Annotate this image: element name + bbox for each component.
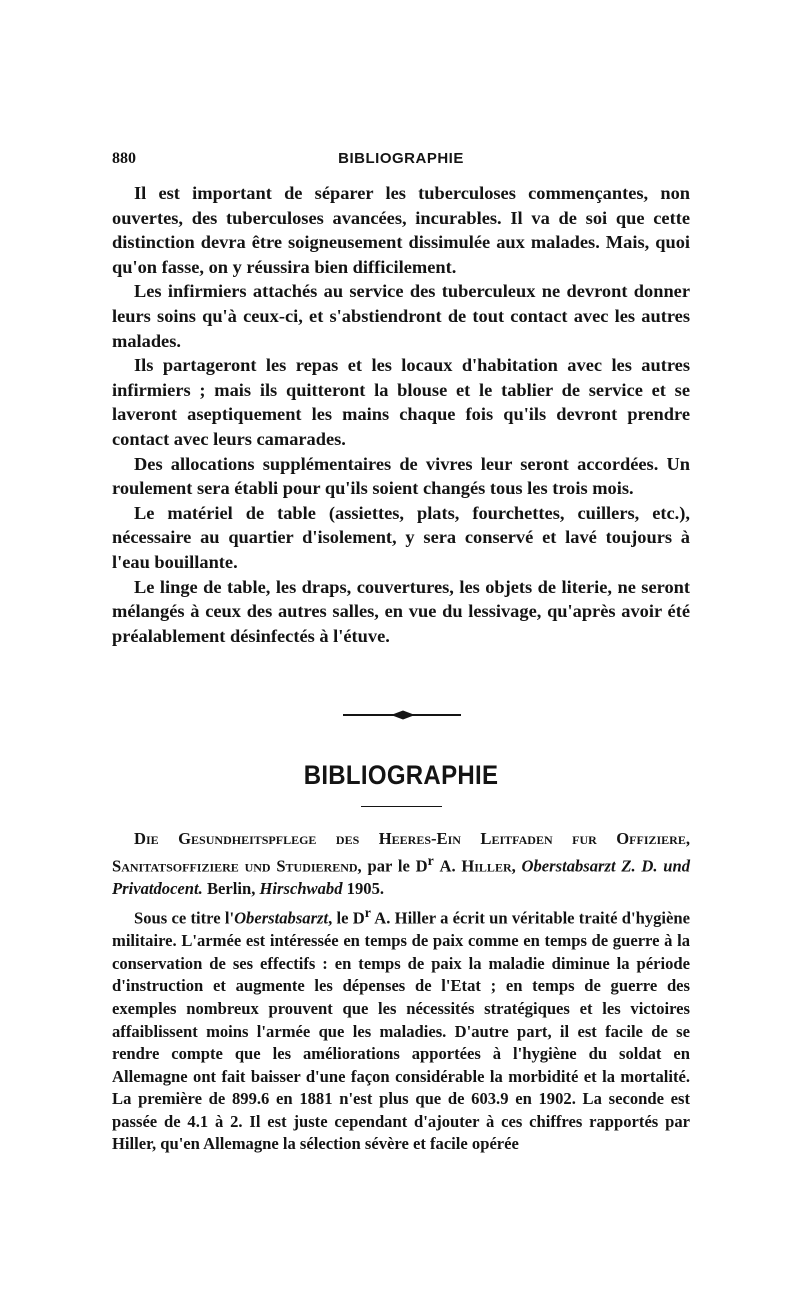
review-paragraph (112, 902, 690, 1156)
book-citation (112, 828, 690, 901)
citation-author-title: Oberstabsarzt Z. D. und Privatdocent. (112, 856, 691, 899)
review-dr-sup: r (364, 905, 371, 920)
review-text-start: Sous ce titre l' (134, 908, 235, 928)
running-head (112, 150, 690, 174)
paragraph: Des allocations supplémentaires de vivres leur seront accordées. Un roulement sera établi pour qu'ils soient changés tous les trois mois. (112, 453, 690, 499)
citation-dr-sup: r (427, 853, 434, 869)
paragraph: Ils partageront les repas et les locaux d'habitation avec les autres infirmiers ; mais ils quitteront la blouse et le tablier de service et se laveront aseptiquement les mains chaque fois qu'ils devront prendre contact avec leurs camarades. (112, 355, 690, 449)
review-italic-title: Oberstabsarzt (234, 908, 329, 928)
paragraph: Il est important de séparer les tuberculoses commençantes, non ouvertes, des tuberculoses avancées, incurables. Il va de soi que cette distinction devra être soigneusement dissimulée aux malades. Mais, quoi qu'on fasse, on y réussira bien difficilement. (112, 183, 690, 277)
paragraph: Le matériel de table (assiettes, plats, fourchettes, cuillers, etc.), nécessaire au quartier d'isolement, y sera conservé et lavé toujours à l'eau bouillante. (112, 502, 690, 572)
citation-year: 1905. (346, 879, 385, 899)
section-title: BIBLIOGRAPHIE (303, 760, 499, 791)
citation-city: Berlin, (206, 879, 256, 899)
book-title: Die Gesundheitspflege des Heeres-Ein Leitfaden fur Offiziere, Sanitatsoffiziere und Studierend, (112, 829, 690, 876)
section-rule (361, 806, 442, 807)
ornamental-separator (343, 709, 461, 721)
citation-author: A. Hiller, (439, 856, 516, 876)
body-text (112, 181, 690, 648)
running-title: BIBLIOGRAPHIE (338, 150, 464, 167)
page-number: 880 (112, 150, 136, 167)
citation-publisher: Hirschwabd (259, 879, 343, 899)
paragraph: Le linge de table, les draps, couvertures, les objets de literie, ne seront mélangés à ceux des autres salles, en vue du lessivage, qu'après avoir été préalablement désinfectés à l'étuve. (112, 576, 690, 646)
review-text-rest: A. Hiller a écrit un véritable traité d'hygiène militaire. L'armée est intéressée en temps de paix comme en temps de guerre à la conservation de ses effectifs : en temps de paix la maladie diminue la période d'instruction et augmente les dépenses de l'Etat ; en temps de guerre des exemples nombreux prouvent que les nécessités stratégiques et les victoires affaiblissent moins l'armée que les maladies. D'autre part, il est facile de se rendre compte que les améliorations apportées à l'hygiène du soldat en Allemagne ont fait baisser d'une façon considérable la morbidité et la mortalité. La première de 899.6 en 1881 n'est plus que de 603.9 en 1902. La seconde est passée de 4.1 à 2. Il est juste cependant d'ajouter à ces chiffres rapportés par Hiller, qu'en Allemagne la sélection sévère et facile opérée (112, 908, 690, 1154)
citation-dr: D (415, 856, 428, 876)
citation-par: par le (367, 856, 410, 876)
paragraph: Les infirmiers attachés au service des tuberculeux ne devront donner leurs soins qu'à ceux-ci, et s'abstiendront de tout contact avec les autres malades. (112, 281, 690, 351)
review-text-mid: , le D (328, 908, 365, 928)
